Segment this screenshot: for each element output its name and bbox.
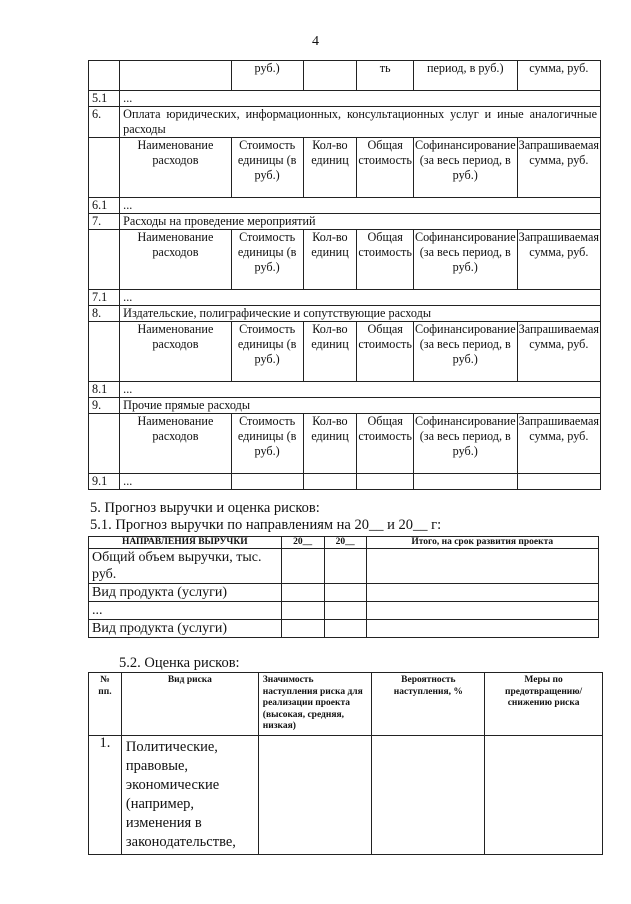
revenue-header-cell: 20__: [324, 537, 366, 549]
col-requested: Запрашиваемая сумма, руб.: [517, 322, 600, 382]
budget-section-row: [89, 306, 601, 322]
section-title: Расходы на проведение мероприятий: [120, 214, 601, 230]
unit-cost-fragment: руб.): [231, 61, 303, 91]
budget-header-row: [89, 414, 601, 474]
row-number: 5.1: [89, 91, 120, 107]
revenue-row: [89, 602, 599, 620]
budget-subrow: [89, 382, 601, 398]
budget-subrow: [89, 198, 601, 214]
budget-subrow: [89, 91, 601, 107]
col-unit-cost: Стоимость единицы (в руб.): [231, 414, 303, 474]
revenue-cell[interactable]: [281, 620, 324, 638]
revenue-cell[interactable]: [281, 584, 324, 602]
cofin-fragment: период, в руб.): [413, 61, 517, 91]
revenue-cell[interactable]: [366, 602, 598, 620]
requested-fragment: сумма, руб.: [517, 61, 600, 91]
revenue-row: [89, 549, 599, 584]
col-qty: Кол-во единиц: [303, 414, 357, 474]
section-number: 7.: [89, 214, 120, 230]
risk-header-cell: № пп.: [89, 673, 122, 736]
revenue-cell[interactable]: [366, 620, 598, 638]
col-total: Общая стоимость: [357, 138, 414, 198]
col-name: Наименование расходов: [120, 138, 232, 198]
revenue-direction: Вид продукта (услуги): [89, 620, 282, 638]
col-total: Общая стоимость: [357, 414, 414, 474]
revenue-cell[interactable]: [281, 602, 324, 620]
row-placeholder: ...: [120, 382, 601, 398]
budget-header-row: [89, 230, 601, 290]
revenue-direction: Вид продукта (услуги): [89, 584, 282, 602]
col-unit-cost: Стоимость единицы (в руб.): [231, 230, 303, 290]
risk-type: Политические, правовые, экономические (например, изменения в законодательстве,: [121, 735, 258, 854]
revenue-cell[interactable]: [366, 584, 598, 602]
revenue-cell[interactable]: [324, 620, 366, 638]
budget-header-row: [89, 322, 601, 382]
col-requested: Запрашиваемая сумма, руб.: [517, 230, 600, 290]
risk-measures-cell[interactable]: [485, 735, 603, 854]
total-fragment: ть: [357, 61, 414, 91]
budget-row-last: [89, 474, 601, 490]
revenue-cell[interactable]: [324, 549, 366, 584]
col-total: Общая стоимость: [357, 322, 414, 382]
col-requested: Запрашиваемая сумма, руб.: [517, 414, 600, 474]
revenue-row: [89, 620, 599, 638]
revenue-header-cell: Итого, на срок развития проекта: [366, 537, 598, 549]
col-unit-cost: Стоимость единицы (в руб.): [231, 322, 303, 382]
revenue-cell[interactable]: [324, 602, 366, 620]
revenue-header-cell: НАПРАВЛЕНИЯ ВЫРУЧКИ: [89, 537, 282, 549]
revenue-row: [89, 584, 599, 602]
risk-row: [89, 735, 603, 854]
section-5-title: 5. Прогноз выручки и оценка рисков:: [90, 500, 320, 516]
col-qty: Кол-во единиц: [303, 138, 357, 198]
col-name: Наименование расходов: [120, 414, 232, 474]
section-title: Прочие прямые расходы: [120, 398, 601, 414]
budget-table: [88, 60, 601, 490]
revenue-direction: ...: [89, 602, 282, 620]
risk-header-cell: Вероятность наступления, %: [372, 673, 485, 736]
revenue-direction: Общий объем выручки, тыс. руб.: [89, 549, 282, 584]
risk-number: 1.: [89, 735, 122, 854]
budget-header-fragment: [89, 61, 601, 91]
col-cofin: Софинансирование (за весь период, в руб.): [413, 138, 517, 198]
budget-subrow: [89, 290, 601, 306]
row-placeholder: ...: [120, 91, 601, 107]
row-number: 6.1: [89, 198, 120, 214]
risk-probability-cell[interactable]: [372, 735, 485, 854]
col-name: Наименование расходов: [120, 322, 232, 382]
row-placeholder: ...: [120, 290, 601, 306]
col-name: Наименование расходов: [120, 230, 232, 290]
row-number: 9.1: [89, 474, 120, 490]
risk-header-cell: Меры по предотвращению/ снижению риска: [485, 673, 603, 736]
row-placeholder: ...: [120, 198, 601, 214]
section-title: Оплата юридических, информационных, консультационных услуг и иные аналогичные расходы: [120, 107, 601, 138]
col-cofin: Софинансирование (за весь период, в руб.): [413, 322, 517, 382]
col-cofin: Софинансирование (за весь период, в руб.): [413, 414, 517, 474]
risk-header-cell: Значимость наступления риска для реализации проекта (высокая, средняя, низкая): [258, 673, 372, 736]
revenue-cell[interactable]: [366, 549, 598, 584]
revenue-cell[interactable]: [324, 584, 366, 602]
row-number: 8.1: [89, 382, 120, 398]
revenue-cell[interactable]: [281, 549, 324, 584]
col-total: Общая стоимость: [357, 230, 414, 290]
revenue-header-cell: 20__: [281, 537, 324, 549]
col-requested: Запрашиваемая сумма, руб.: [517, 138, 600, 198]
col-unit-cost: Стоимость единицы (в руб.): [231, 138, 303, 198]
row-number: 7.1: [89, 290, 120, 306]
col-qty: Кол-во единиц: [303, 322, 357, 382]
col-qty: Кол-во единиц: [303, 230, 357, 290]
section-5-2-title: 5.2. Оценка рисков:: [119, 655, 240, 671]
budget-header-row: [89, 138, 601, 198]
risk-significance-cell[interactable]: [258, 735, 372, 854]
row-placeholder: ...: [120, 474, 232, 490]
budget-section-row: [89, 214, 601, 230]
risk-table: [88, 672, 603, 855]
section-number: 9.: [89, 398, 120, 414]
section-title: Издательские, полиграфические и сопутствующие расходы: [120, 306, 601, 322]
page-number: 4: [312, 34, 319, 49]
section-5-1-title: 5.1. Прогноз выручки по направлениям на 20__ и 20__ г:: [90, 517, 442, 533]
revenue-table: [88, 536, 599, 638]
risk-header-cell: Вид риска: [121, 673, 258, 736]
budget-section-row: [89, 398, 601, 414]
budget-section-row: [89, 107, 601, 138]
section-number: 6.: [89, 107, 120, 138]
col-cofin: Софинансирование (за весь период, в руб.): [413, 230, 517, 290]
section-number: 8.: [89, 306, 120, 322]
